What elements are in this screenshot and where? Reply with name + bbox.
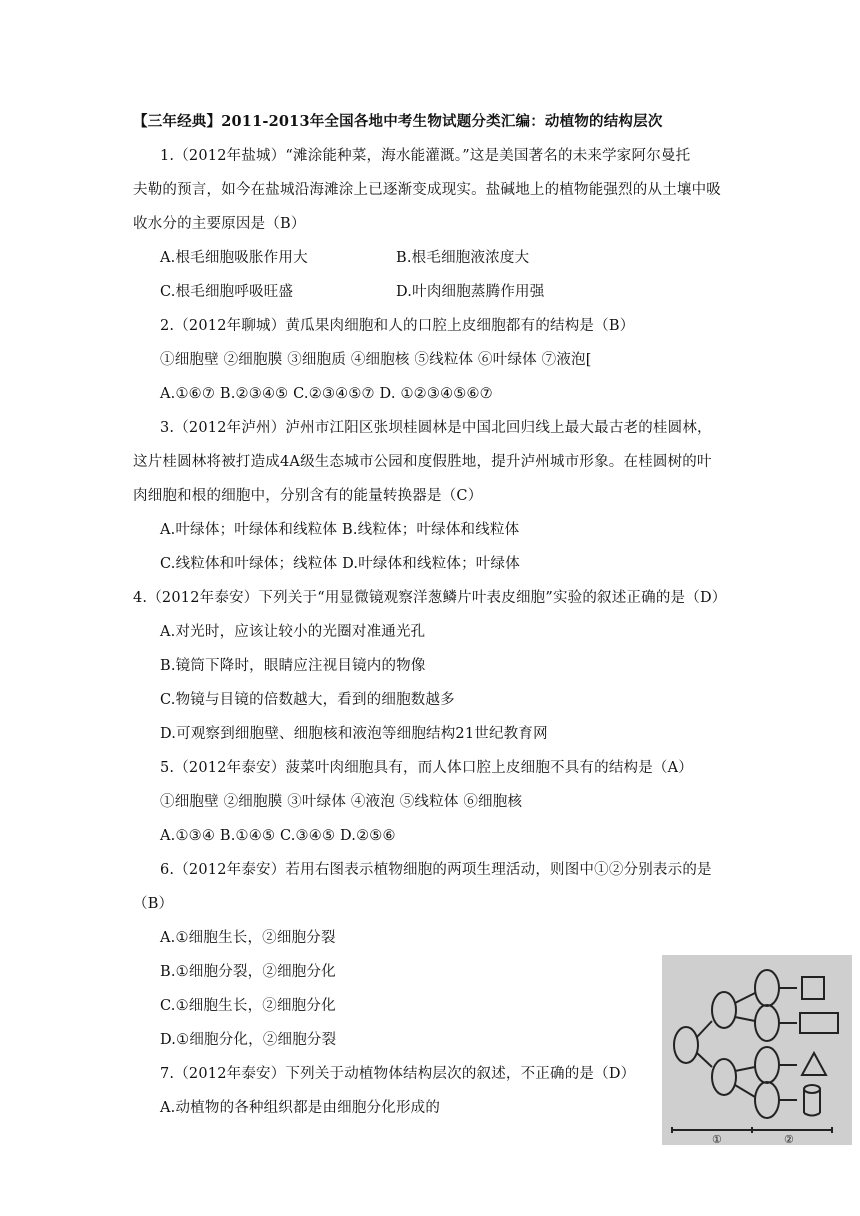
arrow <box>697 1053 712 1067</box>
options-line: C.线粒体和叶绿体；线粒体 D.叶绿体和线粒体；叶绿体 <box>160 556 520 572</box>
text-line: 4.（2012年泰安）下列关于“用显微镜观察洋葱鳞片叶表皮细胞”实验的叙述正确的是（D） <box>133 590 727 606</box>
option-d: D.可观察到细胞壁、细胞核和液泡等细胞结构21世纪教育网 <box>160 726 548 742</box>
arrow <box>735 993 755 1003</box>
triangle-shape <box>802 1053 826 1075</box>
text-line: 这片桂圆林将被打造成4A级生态城市公园和度假胜地，提升泸州城市形象。在桂圆树的叶 <box>133 454 712 470</box>
cell-shape <box>712 992 736 1028</box>
cell-shape <box>755 1082 779 1118</box>
arrow <box>735 1067 755 1071</box>
text-line: 5.（2012年泰安）菠菜叶肉细胞具有，而人体口腔上皮细胞不具有的结构是（A） <box>160 760 694 776</box>
text-line: 1.（2012年盐城）“滩涂能种菜，海水能灌溉。”这是美国著名的未来学家阿尔曼托 <box>160 148 691 164</box>
arrow <box>735 1017 755 1021</box>
option-d: D.叶肉细胞蒸腾作用强 <box>396 284 545 300</box>
arrow <box>697 1021 712 1037</box>
cylinder-bottom <box>804 1113 820 1116</box>
text-line: ①细胞壁 ②细胞膜 ③叶绿体 ④液泡 ⑤线粒体 ⑥细胞核 <box>160 794 523 810</box>
option-a: A.动植物的各种组织都是由细胞分化形成的 <box>160 1100 441 1116</box>
text-line: 夫勒的预言，如今在盐城沿海滩涂上已逐渐变成现实。盐碱地上的植物能强烈的从土壤中吸 <box>133 182 721 198</box>
diagram-svg <box>662 955 852 1145</box>
arrow <box>735 1085 755 1097</box>
text-line: （B） <box>133 896 174 912</box>
text-line: ①细胞壁 ②细胞膜 ③细胞质 ④细胞核 ⑤线粒体 ⑥叶绿体 ⑦液泡[ <box>160 352 592 368</box>
document-title: 【三年经典】2011-2013年全国各地中考生物试题分类汇编：动植物的结构层次 <box>133 113 663 130</box>
options-line: A.①③④ B.①④⑤ C.③④⑤ D.②⑤⑥ <box>160 828 396 844</box>
option-a: A.①细胞生长，②细胞分裂 <box>160 930 336 946</box>
options-line: A.叶绿体；叶绿体和线粒体 B.线粒体；叶绿体和线粒体 <box>160 522 520 538</box>
cell-shape <box>755 970 779 1006</box>
cylinder-top <box>804 1085 820 1093</box>
text-line: 2.（2012年聊城）黄瓜果肉细胞和人的口腔上皮细胞都有的结构是（B） <box>160 318 635 334</box>
cell-shape <box>755 1047 779 1083</box>
square-shape <box>802 977 824 999</box>
option-b: B.镜筒下降时，眼睛应注视目镜内的物像 <box>160 658 426 674</box>
option-d: D.①细胞分化，②细胞分裂 <box>160 1032 337 1048</box>
stage-label-2: ② <box>784 1133 794 1145</box>
text-line: 收水分的主要原因是（B） <box>133 216 306 232</box>
text-line: 6.（2012年泰安）若用右图表示植物细胞的两项生理活动，则图中①②分别表示的是 <box>160 862 712 878</box>
text-line: 肉细胞和根的细胞中，分别含有的能量转换器是（C） <box>133 488 483 504</box>
cell-shape <box>712 1059 736 1095</box>
option-a: A.根毛细胞吸胀作用大 <box>160 250 308 266</box>
rectangle-shape <box>800 1013 838 1033</box>
cell-activity-diagram <box>662 955 852 1145</box>
text-line: 3.（2012年泸州）泸州市江阳区张坝桂圆林是中国北回归线上最大最古老的桂圆林， <box>160 420 712 436</box>
options-line: A.①⑥⑦ B.②③④⑤ C.②③④⑤⑦ D. ①②③④⑤⑥⑦ <box>160 386 493 402</box>
option-b: B.①细胞分裂，②细胞分化 <box>160 964 336 980</box>
option-b: B.根毛细胞液浓度大 <box>396 250 530 266</box>
cell-shape <box>674 1027 698 1063</box>
option-c: C.物镜与目镜的倍数越大，看到的细胞数越多 <box>160 692 455 708</box>
option-c: C.①细胞生长，②细胞分化 <box>160 998 336 1014</box>
option-c: C.根毛细胞呼吸旺盛 <box>160 284 294 300</box>
text-line: 7.（2012年泰安）下列关于动植物体结构层次的叙述，不正确的是（D） <box>160 1066 636 1082</box>
cell-shape <box>755 1005 779 1041</box>
option-a: A.对光时，应该让较小的光圈对准通光孔 <box>160 624 426 640</box>
stage-label-1: ① <box>712 1133 722 1145</box>
